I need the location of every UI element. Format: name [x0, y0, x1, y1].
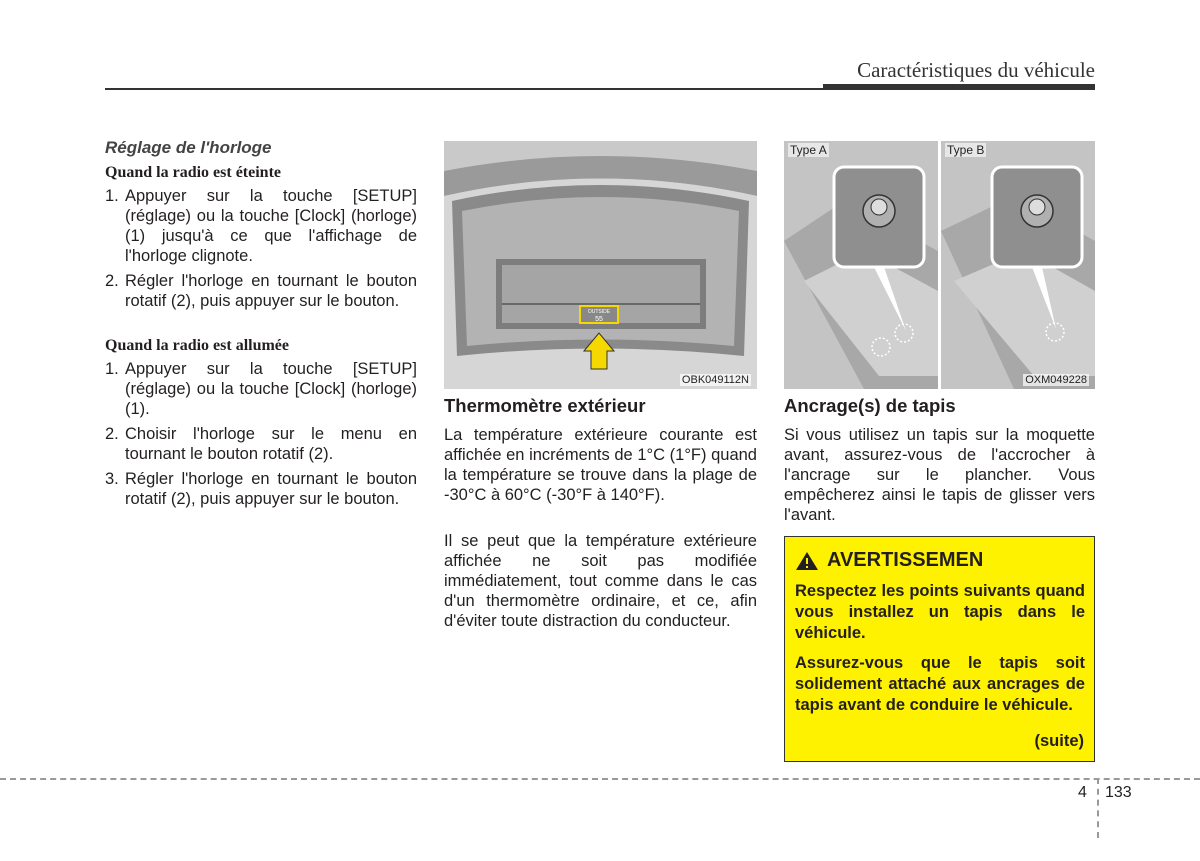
radio-off-steps [105, 186, 417, 311]
step-text: Appuyer sur la touche [SETUP] (réglage) ou la touche [Clock] (horloge) (1) jusqu'à ce que l'affichage de l'horloge clignote. [125, 187, 417, 265]
warning-paragraph-2: Assurez-vous que le tapis soit solidement attaché aux ancrages de tapis avant de conduire le véhicule. [795, 654, 1085, 714]
svg-text:55: 55 [595, 316, 603, 323]
thermo-paragraph-2: Il se peut que la température extérieure affichée ne soit pas modifiée immédiatement, tout comme dans le cas d'un thermomètre ordinaire, et ce, afin d'éviter toute distraction du conducteur. [444, 532, 757, 630]
radio-off-subtitle: Quand la radio est éteinte [105, 164, 281, 181]
step-text: Régler l'horloge en tournant le bouton rotatif (2), puis appuyer sur le bouton. [125, 272, 417, 310]
step-item [105, 359, 417, 419]
type-b-label: Type B [947, 143, 985, 157]
outside-temp-figure [444, 141, 757, 389]
step-text: Choisir l'horloge sur le menu en tournant le bouton rotatif (2). [125, 425, 417, 463]
warning-title [795, 549, 983, 572]
step-item [105, 424, 417, 464]
step-item [105, 271, 417, 311]
warning-box [784, 536, 1095, 762]
warning-continued: (suite) [1034, 732, 1084, 750]
warning-title-text: AVERTISSEMEN [827, 549, 984, 571]
radio-on-steps [105, 359, 417, 509]
thermo-paragraph-1: La température extérieure courante est affichée en incréments de 1°C (1°F) quand la température se trouve dans la plage de -30°C à 60°C (-30°F à 140°F). [444, 426, 757, 504]
step-item [105, 186, 417, 266]
clock-section [105, 138, 417, 514]
step-number: 2. [105, 272, 119, 290]
warning-triangle-icon [795, 551, 819, 571]
mats-title: Ancrage(s) de tapis [784, 395, 956, 416]
radio-on-subtitle: Quand la radio est allumée [105, 337, 290, 354]
mat-anchor-figure [784, 141, 1095, 389]
figure-code: OXM049228 [1025, 374, 1087, 386]
header-rule-accent [823, 84, 1095, 90]
cluster-illustration [444, 141, 757, 389]
step-number: 2. [105, 425, 119, 443]
warning-body [795, 581, 1085, 725]
figure-code: OBK049112N [681, 374, 749, 386]
clock-section-title: Réglage de l'horloge [105, 138, 272, 157]
footer-rule [0, 778, 1200, 780]
mat-anchor-illustration [784, 141, 1095, 389]
svg-text:OUTSIDE: OUTSIDE [587, 309, 611, 315]
footer-divider [1097, 778, 1099, 838]
header-title: Caractéristiques du véhicule [857, 58, 1095, 82]
page-number: 133 [1105, 784, 1132, 801]
type-a-label: Type A [790, 143, 827, 157]
step-text: Appuyer sur la touche [SETUP] (réglage) ou la touche [Clock] (horloge) (1). [125, 360, 417, 418]
step-item [105, 469, 417, 509]
mats-paragraph: Si vous utilisez un tapis sur la moquette avant, assurez-vous de l'accrocher à l'ancrage sur le plancher. Vous empêcherez ainsi le tapis de glisser vers l'avant. [784, 426, 1095, 524]
chapter-number: 4 [1078, 784, 1087, 801]
step-number: 1. [105, 360, 119, 378]
warning-paragraph-1: Respectez les points suivants quand vous installez un tapis dans le véhicule. [795, 582, 1085, 642]
step-number: 3. [105, 470, 119, 488]
step-number: 1. [105, 187, 119, 205]
step-text: Régler l'horloge en tournant le bouton rotatif (2), puis appuyer sur le bouton. [125, 470, 417, 508]
thermo-title: Thermomètre extérieur [444, 395, 646, 416]
